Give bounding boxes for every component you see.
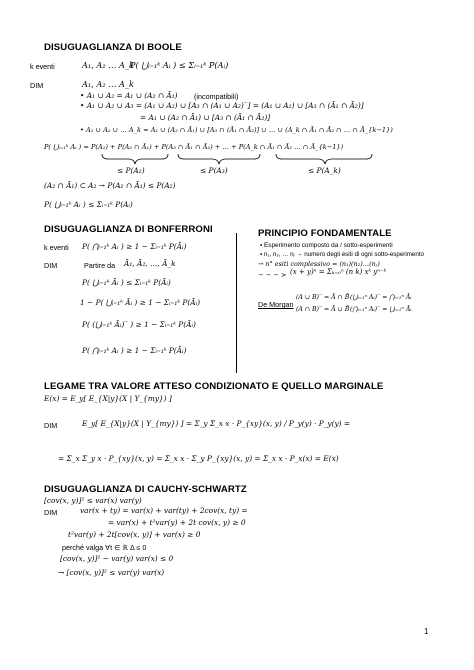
cauchy-line-5: [cov(x, y)]² − var(y) var(x) ≤ 0 — [60, 554, 174, 563]
bonferroni-statement: P( ⋂ᵢ₌₁ᵏ Aᵢ ) ≥ 1 − Σᵢ₌₁ᵏ P(Āᵢ) — [82, 242, 187, 251]
cauchy-line-3: t²var(y) + 2t[cov(x, y)] + var(x) ≥ 0 — [68, 530, 201, 539]
page-number: 1 — [424, 627, 429, 636]
bonferroni-dim-label: DIM — [44, 261, 58, 270]
boole-line-2: • A₁ ∪ A₂ ∪ A₃ = (A₁ ∪ A₂) ∪ [A₃ ∩ (A₁ ∪ A₂)‾] = (A₁ ∪ A₂) ∪ [A₃ ∩ (Ā₁ ∩ Ā₂)] — [80, 101, 364, 110]
cauchy-line-2: = var(x) + t²var(y) + 2t cov(x, y) ≥ 0 — [108, 518, 246, 527]
demorgan-right-1: (⋃ᵢ₌₁ⁿ Aᵢ)‾ = ⋂ᵢ₌₁ⁿ Āᵢ — [350, 294, 412, 301]
bonferroni-line-2: 1 − P( ⋃ᵢ₌₁ᵏ Āᵢ ) ≥ 1 − Σᵢ₌₁ᵏ P(Āᵢ) — [80, 298, 200, 307]
legame-line-2: = Σ_x Σ_y x · P_{xy}(x, y) = Σ_x x · Σ_y P_{xy}(x, y) = Σ_x x · P_x(x) = E(x) — [58, 454, 339, 463]
legame-title: LEGAME TRA VALORE ATTESO CONDIZIONATO E QUELLO MARGINALE — [44, 381, 384, 392]
boole-events: A₁, A₂ … A_k — [82, 60, 134, 70]
column-divider — [236, 233, 237, 373]
boole-line-3: = A₁ ∪ (A₂ ∩ Ā₁) ∪ [A₃ ∩ (Ā₁ ∩ Ā₂)] — [140, 113, 271, 122]
bonferroni-k-eventi-label: k eventi — [44, 243, 69, 252]
principio-binomial: (x + y)ⁿ = Σₖ₌₀ⁿ (n k) xᵏ yⁿ⁻ᵏ — [290, 268, 387, 276]
boole-title: DISUGUAGLIANZA DI BOOLE — [44, 42, 182, 53]
cauchy-title: DISUGUAGLIANZA DI CAUCHY-SCHWARTZ — [44, 484, 247, 495]
boole-conclusion-1: (A₂ ∩ Ā₁) ⊂ A₂ → P(A₂ ∩ Ā₁) ≤ P(A₂) — [44, 181, 176, 190]
demorgan-right-2: (⋂ᵢ₌₁ⁿ Aᵢ)‾ = ⋃ᵢ₌₁ⁿ Āᵢ — [350, 306, 412, 313]
boole-line-4: • A₁ ∪ A₂ ∪ … A_k = A₁ ∪ (A₂ ∩ Ā₁) ∪ [A₃ ∩ (Ā₁ ∩ Ā₂)] ∪ … ∪ (A_k ∩ Ā₁ ∩ Ā₂ ∩ … ∩ Ā_{k−1}) — [80, 126, 393, 134]
demorgan-left-1: (A ∪ B)‾ = Ā ∩ B̄ — [296, 294, 350, 301]
cauchy-line-4: perché valga ∀t ∈ ℝ Δ ≤ 0 — [62, 543, 147, 552]
bonferroni-line-4: P( ⋂ᵢ₌₁ᵏ Aᵢ ) ≥ 1 − Σᵢ₌₁ᵏ P(Āᵢ) — [82, 346, 187, 355]
cauchy-line-6: → [cov(x, y)]² ≤ var(y) var(x) — [58, 568, 165, 577]
demorgan-label: De Morgan — [258, 300, 294, 309]
bonferroni-line-3: P( (⋃ᵢ₌₁ᵏ Āᵢ)‾ ) ≥ 1 − Σᵢ₌₁ᵏ P(Āᵢ) — [82, 320, 196, 329]
bonferroni-line-1: P( ⋃ᵢ₌₁ᵏ Āᵢ ) ≤ Σᵢ₌₁ᵏ P(Āᵢ) — [82, 278, 171, 287]
boole-dim-label: DIM — [30, 81, 44, 90]
demorgan-left-2: (A ∩ B)‾ = Ā ∪ B̄ — [296, 306, 350, 313]
boole-statement: P( ⋃ᵢ₌₁ᵏ Aᵢ ) ≤ Σᵢ₌₁ᵏ P(Aᵢ) — [130, 60, 229, 70]
boole-k-eventi-label: k eventi — [30, 62, 55, 71]
boole-underbraces — [100, 153, 400, 165]
boole-line-5: P( ⋃ᵢ₌₁ᵏ Aᵢ ) = P(A₁) + P(A₂ ∩ Ā₁) + P(A₃ ∩ Ā₁ ∩ Ā₂) + … + P(A_k ∩ Ā₁ ∩ Ā₂ … ∩ Ā_{k−1}) — [44, 143, 344, 151]
boole-bound-3: ≤ P(A_k) — [308, 166, 341, 175]
bonferroni-title: DISUGUAGLIANZA DI BONFERRONI — [44, 224, 213, 235]
principio-bullet-1-text: Esperimento composto da / sotto-esperimenti — [264, 242, 393, 249]
boole-bound-2: ≤ P(A₃) — [200, 166, 228, 175]
boole-line-1: • A₁ ∪ A₂ = A₁ ∪ (A₂ ∩ Ā₁) — [80, 91, 178, 100]
bonferroni-partire: Partire da — [84, 261, 116, 270]
principio-title: PRINCIPIO FONDAMENTALE — [258, 228, 392, 239]
cauchy-statement: [cov(x, y)]² ≤ var(x) var(y) — [44, 496, 142, 505]
bonferroni-partire-expr: Ā₁, Ā₂, …, Ā_k — [124, 259, 176, 268]
boole-conclusion-2: P( ⋃ᵢ₌₁ᵏ Aᵢ ) ≤ Σᵢ₌₁ᵏ P(Aᵢ) — [44, 200, 133, 209]
legame-line-1: E_y[ E_{X|y}(X | Y_{my}) ] = Σ_y Σ_x x · P_{xy}(x, y) / P_y(y) · P_y(y) = — [82, 419, 351, 428]
principio-bullet-1: ▪ Esperimento composto da / sotto-esperimenti — [260, 242, 393, 249]
boole-dim-events: A₁, A₂ … A_k — [82, 79, 134, 89]
principio-bullet-2-text: n₁, n₂, … nⱼ → numero degli esiti di ogni sotto-esperimento — [263, 251, 424, 258]
boole-bound-1: ≤ P(A₂) — [117, 166, 145, 175]
cauchy-dim-label: DIM — [44, 508, 58, 517]
legame-dim-label: DIM — [44, 421, 58, 430]
principio-arrow: − − − > — [258, 271, 287, 279]
boole-incompat-note: (incompatibili) — [194, 92, 239, 101]
principio-bullet-2: ▪ n₁, n₂, … nⱼ → numero degli esiti di ogni sotto-esperimento — [260, 251, 424, 258]
legame-statement: E(x) = E_y[ E_{X|y}(X | Y_{my}) ] — [44, 394, 172, 403]
principio-bullet-3: → n° esiti complessivo = (n₁)(n₂)…(nⱼ) — [258, 260, 380, 268]
cauchy-line-1: var(x + ty) = var(x) + var(ty) + 2cov(x, ty) = — [80, 506, 248, 515]
